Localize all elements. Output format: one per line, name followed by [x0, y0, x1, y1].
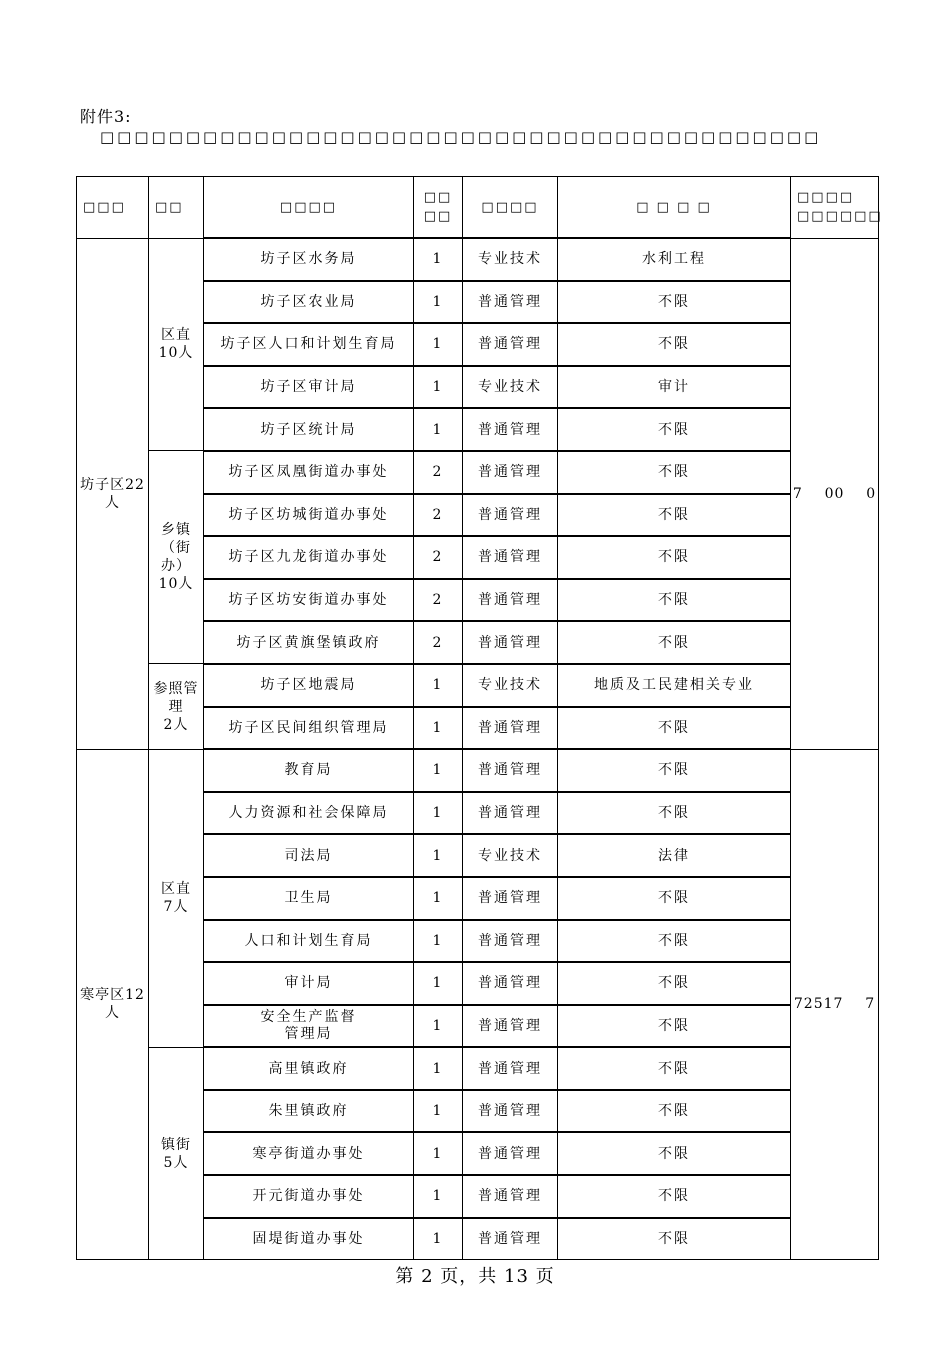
level-cell: 参照管 理 2人 — [149, 664, 204, 749]
category-cell: 普通管理 — [463, 962, 558, 1005]
count-cell: 1 — [414, 1047, 463, 1090]
header-district: □□□ — [77, 177, 149, 239]
count-cell: 1 — [414, 366, 463, 409]
level-cell: 乡镇 （街 办） 10人 — [149, 451, 204, 664]
unit-cell: 审计局 — [204, 962, 414, 1005]
category-cell: 普通管理 — [463, 749, 558, 792]
unit-cell: 坊子区农业局 — [204, 281, 414, 324]
count-cell: 1 — [414, 1005, 463, 1048]
page-footer: 第 2 页，共 13 页 — [395, 1266, 555, 1287]
major-cell: 不限 — [558, 1047, 791, 1090]
unit-cell: 坊子区凤凰街道办事处 — [204, 451, 414, 494]
unit-cell: 坊子区人口和计划生育局 — [204, 323, 414, 366]
category-cell: 专业技术 — [463, 238, 558, 281]
category-cell: 普通管理 — [463, 1005, 558, 1048]
count-cell: 1 — [414, 749, 463, 792]
table-row — [77, 664, 879, 707]
major-cell: 不限 — [558, 1005, 791, 1048]
count-cell: 1 — [414, 664, 463, 707]
count-cell: 2 — [414, 579, 463, 622]
header-unit: □□□□ — [204, 177, 414, 239]
category-cell: 普通管理 — [463, 1090, 558, 1133]
major-cell: 不限 — [558, 494, 791, 537]
unit-cell: 安全生产监督 管理局 — [204, 1005, 414, 1048]
unit-cell: 坊子区坊城街道办事处 — [204, 494, 414, 537]
unit-cell: 人口和计划生育局 — [204, 920, 414, 963]
category-cell: 普通管理 — [463, 494, 558, 537]
unit-cell: 人力资源和社会保障局 — [204, 792, 414, 835]
count-cell: 2 — [414, 451, 463, 494]
major-cell: 水利工程 — [558, 238, 791, 281]
district-cell: 坊子区22 人 — [77, 238, 149, 749]
category-cell: 普通管理 — [463, 1047, 558, 1090]
unit-cell: 坊子区水务局 — [204, 238, 414, 281]
major-cell: 不限 — [558, 323, 791, 366]
table-row — [77, 1047, 879, 1090]
table-row — [77, 238, 879, 281]
major-cell: 不限 — [558, 621, 791, 664]
unit-cell: 坊子区审计局 — [204, 366, 414, 409]
category-cell: 普通管理 — [463, 621, 558, 664]
category-cell: 普通管理 — [463, 451, 558, 494]
unit-cell: 坊子区坊安街道办事处 — [204, 579, 414, 622]
header-count: □□ □□ — [414, 177, 463, 239]
category-cell: 专业技术 — [463, 664, 558, 707]
category-cell: 普通管理 — [463, 281, 558, 324]
category-cell: 专业技术 — [463, 834, 558, 877]
count-cell: 1 — [414, 962, 463, 1005]
major-cell: 不限 — [558, 451, 791, 494]
count-cell: 1 — [414, 1175, 463, 1218]
major-cell: 不限 — [558, 962, 791, 1005]
category-cell: 普通管理 — [463, 877, 558, 920]
attachment-label: 附件3: — [80, 107, 132, 126]
count-cell: 1 — [414, 877, 463, 920]
count-cell: 1 — [414, 1218, 463, 1260]
unit-cell: 寒亭街道办事处 — [204, 1132, 414, 1175]
header-major: □ □ □ □ — [558, 177, 791, 239]
major-cell: 不限 — [558, 1218, 791, 1260]
document-title: □□□□□□□□□□□□□□□□□□□□□□□□□□□□□□□□□□□□□□□□□□ — [100, 128, 822, 146]
major-cell: 不限 — [558, 579, 791, 622]
unit-cell: 坊子区民间组织管理局 — [204, 707, 414, 750]
table-header-row — [77, 177, 879, 239]
unit-cell: 高里镇政府 — [204, 1047, 414, 1090]
district-cell: 寒亭区12 人 — [77, 749, 149, 1260]
category-cell: 普通管理 — [463, 792, 558, 835]
count-cell: 2 — [414, 494, 463, 537]
category-cell: 普通管理 — [463, 920, 558, 963]
count-cell: 2 — [414, 621, 463, 664]
count-cell: 1 — [414, 1132, 463, 1175]
major-cell: 不限 — [558, 707, 791, 750]
header-phone: □□□□ □□□□□□ — [791, 177, 879, 239]
category-cell: 普通管理 — [463, 408, 558, 451]
major-cell: 地质及工民建相关专业 — [558, 664, 791, 707]
count-cell: 1 — [414, 792, 463, 835]
count-cell: 2 — [414, 536, 463, 579]
table-row — [77, 749, 879, 792]
header-category: □□□□ — [463, 177, 558, 239]
phone-cell: 7 00 0 — [791, 238, 879, 749]
major-cell: 法律 — [558, 834, 791, 877]
unit-cell: 坊子区地震局 — [204, 664, 414, 707]
level-cell: 镇街 5人 — [149, 1047, 204, 1259]
major-cell: 审计 — [558, 366, 791, 409]
unit-cell: 卫生局 — [204, 877, 414, 920]
category-cell: 普通管理 — [463, 323, 558, 366]
major-cell: 不限 — [558, 408, 791, 451]
level-cell: 区直 7人 — [149, 749, 204, 1047]
major-cell: 不限 — [558, 1090, 791, 1133]
unit-cell: 朱里镇政府 — [204, 1090, 414, 1133]
major-cell: 不限 — [558, 749, 791, 792]
count-cell: 1 — [414, 238, 463, 281]
count-cell: 1 — [414, 834, 463, 877]
count-cell: 1 — [414, 281, 463, 324]
header-level: □□ — [149, 177, 204, 239]
table-row — [77, 451, 879, 494]
unit-cell: 坊子区统计局 — [204, 408, 414, 451]
count-cell: 1 — [414, 1090, 463, 1133]
category-cell: 普通管理 — [463, 579, 558, 622]
count-cell: 1 — [414, 323, 463, 366]
unit-cell: 开元街道办事处 — [204, 1175, 414, 1218]
category-cell: 普通管理 — [463, 707, 558, 750]
unit-cell: 固堤街道办事处 — [204, 1218, 414, 1260]
count-cell: 1 — [414, 707, 463, 750]
count-cell: 1 — [414, 920, 463, 963]
category-cell: 普通管理 — [463, 1132, 558, 1175]
major-cell: 不限 — [558, 281, 791, 324]
unit-cell: 司法局 — [204, 834, 414, 877]
count-cell: 1 — [414, 408, 463, 451]
unit-cell: 教育局 — [204, 749, 414, 792]
phone-cell: 72517 7 — [791, 749, 879, 1260]
unit-cell: 坊子区九龙街道办事处 — [204, 536, 414, 579]
major-cell: 不限 — [558, 792, 791, 835]
positions-table — [76, 176, 883, 1260]
major-cell: 不限 — [558, 920, 791, 963]
unit-cell: 坊子区黄旗堡镇政府 — [204, 621, 414, 664]
level-cell: 区直 10人 — [149, 238, 204, 451]
category-cell: 普通管理 — [463, 536, 558, 579]
category-cell: 专业技术 — [463, 366, 558, 409]
category-cell: 普通管理 — [463, 1218, 558, 1260]
major-cell: 不限 — [558, 1175, 791, 1218]
major-cell: 不限 — [558, 877, 791, 920]
major-cell: 不限 — [558, 536, 791, 579]
major-cell: 不限 — [558, 1132, 791, 1175]
category-cell: 普通管理 — [463, 1175, 558, 1218]
